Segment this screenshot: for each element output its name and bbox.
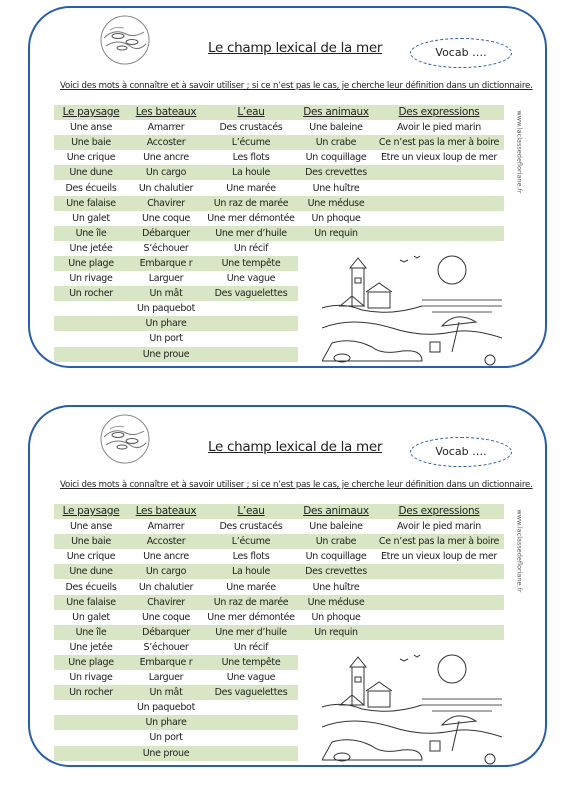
empty-cell xyxy=(54,715,128,730)
word-cell: Un paquebot xyxy=(128,301,204,316)
empty-cell xyxy=(374,610,504,625)
word-cell: Une tempête xyxy=(204,256,298,271)
empty-cell xyxy=(374,595,504,610)
empty-cell xyxy=(204,715,298,730)
word-cell: Une falaise xyxy=(54,196,128,211)
word-cell: Embarque r xyxy=(128,655,204,670)
word-cell: Une plage xyxy=(54,256,128,271)
word-cell: Larguer xyxy=(128,271,204,286)
table-row xyxy=(54,610,504,625)
word-cell: Un coquillage xyxy=(298,150,374,165)
word-cell: Une tempête xyxy=(204,655,298,670)
column-header: Les bateaux xyxy=(128,105,204,120)
word-cell: Un chalutier xyxy=(128,579,204,594)
column-header: Les bateaux xyxy=(128,504,204,519)
empty-cell xyxy=(204,746,298,761)
word-cell: Un cargo xyxy=(128,165,204,180)
word-cell: Un mât xyxy=(128,685,204,700)
empty-cell xyxy=(54,316,128,331)
word-cell: Une île xyxy=(54,226,128,241)
word-cell: Une baie xyxy=(54,534,128,549)
word-cell: Un récif xyxy=(204,241,298,256)
column-header: Des animaux xyxy=(298,105,374,120)
column-header: Des expressions xyxy=(374,504,504,519)
word-cell: Débarquer xyxy=(128,226,204,241)
empty-cell xyxy=(54,730,128,745)
word-cell: Une proue xyxy=(128,746,204,761)
word-cell: Une coque xyxy=(128,610,204,625)
word-cell: Une coque xyxy=(128,211,204,226)
table-header-row xyxy=(54,504,504,519)
word-cell: Ce n’est pas la mer à boire xyxy=(374,135,504,150)
page-title: Le champ lexical de la mer xyxy=(208,439,383,455)
word-cell: Un requin xyxy=(298,226,374,241)
table-row xyxy=(54,625,504,640)
table-row xyxy=(54,196,504,211)
website-credit: www.laclassedefloriane.fr xyxy=(515,110,524,194)
column-header: Des animaux xyxy=(298,504,374,519)
column-header: Le paysage xyxy=(54,504,128,519)
word-cell: Une anse xyxy=(54,519,128,534)
word-cell: Larguer xyxy=(128,670,204,685)
word-cell: Un rocher xyxy=(54,286,128,301)
word-cell: Un phoque xyxy=(298,610,374,625)
vocab-badge: Vocab …. xyxy=(410,437,512,467)
word-cell: Avoir le pied marin xyxy=(374,519,504,534)
empty-cell xyxy=(54,301,128,316)
word-cell: Embarque r xyxy=(128,256,204,271)
word-cell: Chavirer xyxy=(128,196,204,211)
word-cell: Un mât xyxy=(128,286,204,301)
table-row xyxy=(54,534,504,549)
empty-cell xyxy=(54,331,128,346)
word-cell: Un phare xyxy=(128,316,204,331)
word-cell: Une dune xyxy=(54,564,128,579)
word-cell: Une jetée xyxy=(54,241,128,256)
word-cell: L’écume xyxy=(204,135,298,150)
word-cell: Une jetée xyxy=(54,640,128,655)
word-cell: Une proue xyxy=(128,347,204,362)
table-row xyxy=(54,519,504,534)
intro-text: Voici des mots à connaître et à savoir utiliser ; si ce n’est pas le cas, je cherche leur définition dans un dictionnaire. xyxy=(60,480,533,490)
word-cell: S’échouer xyxy=(128,640,204,655)
word-cell: Une huître xyxy=(298,180,374,195)
empty-cell xyxy=(374,625,504,640)
word-cell: Un coquillage xyxy=(298,549,374,564)
word-cell: Des crustacés xyxy=(204,519,298,534)
word-cell: Les flots xyxy=(204,549,298,564)
word-cell: Une mer d’huile xyxy=(204,625,298,640)
word-cell: Une anse xyxy=(54,120,128,135)
table-row xyxy=(54,135,504,150)
empty-cell xyxy=(204,347,298,362)
empty-cell xyxy=(54,700,128,715)
word-cell: Des vaguelettes xyxy=(204,286,298,301)
word-cell: Accoster xyxy=(128,534,204,549)
column-header: Des expressions xyxy=(374,105,504,120)
word-cell: Un rivage xyxy=(54,271,128,286)
fish-school-logo-icon xyxy=(90,14,160,66)
word-cell: Un phare xyxy=(128,715,204,730)
word-cell: Une baie xyxy=(54,135,128,150)
word-cell: Des crevettes xyxy=(298,165,374,180)
word-cell: Chavirer xyxy=(128,595,204,610)
word-cell: Une vague xyxy=(204,670,298,685)
word-cell: Un galet xyxy=(54,610,128,625)
table-row xyxy=(54,564,504,579)
word-cell: Une marée xyxy=(204,180,298,195)
empty-cell xyxy=(204,700,298,715)
empty-cell xyxy=(204,301,298,316)
column-header: L’eau xyxy=(204,105,298,120)
table-row xyxy=(54,211,504,226)
empty-cell xyxy=(374,579,504,594)
word-cell: Accoster xyxy=(128,135,204,150)
word-cell: S’échouer xyxy=(128,241,204,256)
word-cell: Une mer démontée xyxy=(204,610,298,625)
word-cell: Une mer d’huile xyxy=(204,226,298,241)
empty-cell xyxy=(204,316,298,331)
empty-cell xyxy=(54,746,128,761)
word-cell: Un port xyxy=(128,730,204,745)
word-cell: L’écume xyxy=(204,534,298,549)
word-cell: Une ancre xyxy=(128,549,204,564)
word-cell: Un crabe xyxy=(298,135,374,150)
vocab-card xyxy=(28,6,547,368)
word-cell: Des vaguelettes xyxy=(204,685,298,700)
empty-cell xyxy=(54,347,128,362)
vocab-badge: Vocab …. xyxy=(410,38,512,68)
word-cell: Un paquebot xyxy=(128,700,204,715)
word-cell: Un chalutier xyxy=(128,180,204,195)
empty-cell xyxy=(374,180,504,195)
word-cell: Une ancre xyxy=(128,150,204,165)
word-cell: Une crique xyxy=(54,150,128,165)
table-row xyxy=(54,579,504,594)
word-cell: Un rivage xyxy=(54,670,128,685)
word-cell: La houle xyxy=(204,564,298,579)
word-cell: Un phoque xyxy=(298,211,374,226)
word-cell: Un récif xyxy=(204,640,298,655)
empty-cell xyxy=(374,211,504,226)
word-cell: Une île xyxy=(54,625,128,640)
vocab-card xyxy=(28,405,547,767)
word-cell: Une mer démontée xyxy=(204,211,298,226)
empty-cell xyxy=(374,196,504,211)
word-cell: Etre un vieux loup de mer xyxy=(374,549,504,564)
empty-cell xyxy=(374,564,504,579)
word-cell: Amarrer xyxy=(128,519,204,534)
word-cell: Un port xyxy=(128,331,204,346)
word-cell: Des écueils xyxy=(54,180,128,195)
word-cell: Une crique xyxy=(54,549,128,564)
word-cell: Débarquer xyxy=(128,625,204,640)
word-cell: Ce n’est pas la mer à boire xyxy=(374,534,504,549)
table-row xyxy=(54,180,504,195)
word-cell: Des crevettes xyxy=(298,564,374,579)
word-cell: Un raz de marée xyxy=(204,595,298,610)
seaside-lighthouse-illustration xyxy=(322,647,502,767)
word-cell: Une baleine xyxy=(298,519,374,534)
empty-cell xyxy=(374,226,504,241)
word-cell: Une méduse xyxy=(298,595,374,610)
word-cell: Avoir le pied marin xyxy=(374,120,504,135)
word-cell: Une marée xyxy=(204,579,298,594)
word-cell: Une dune xyxy=(54,165,128,180)
word-cell: Une plage xyxy=(54,655,128,670)
seaside-lighthouse-illustration xyxy=(322,248,502,368)
page-title: Le champ lexical de la mer xyxy=(208,40,383,56)
empty-cell xyxy=(204,331,298,346)
table-row xyxy=(54,120,504,135)
word-cell: Des écueils xyxy=(54,579,128,594)
word-cell: Une baleine xyxy=(298,120,374,135)
fish-school-logo-icon xyxy=(90,413,160,465)
word-cell: Une méduse xyxy=(298,196,374,211)
word-cell: Amarrer xyxy=(128,120,204,135)
word-cell: Un galet xyxy=(54,211,128,226)
table-row xyxy=(54,549,504,564)
empty-cell xyxy=(374,165,504,180)
word-cell: Un crabe xyxy=(298,534,374,549)
website-credit: www.laclassedefloriane.fr xyxy=(515,509,524,593)
table-row xyxy=(54,165,504,180)
word-cell: Un cargo xyxy=(128,564,204,579)
word-cell: Une huître xyxy=(298,579,374,594)
word-cell: Une vague xyxy=(204,271,298,286)
column-header: Le paysage xyxy=(54,105,128,120)
empty-cell xyxy=(204,730,298,745)
word-cell: La houle xyxy=(204,165,298,180)
word-cell: Un rocher xyxy=(54,685,128,700)
word-cell: Etre un vieux loup de mer xyxy=(374,150,504,165)
intro-text: Voici des mots à connaître et à savoir utiliser ; si ce n’est pas le cas, je cherche leur définition dans un dictionnaire. xyxy=(60,81,533,91)
table-row xyxy=(54,226,504,241)
column-header: L’eau xyxy=(204,504,298,519)
word-cell: Un raz de marée xyxy=(204,196,298,211)
word-cell: Des crustacés xyxy=(204,120,298,135)
word-cell: Les flots xyxy=(204,150,298,165)
word-cell: Un requin xyxy=(298,625,374,640)
word-cell: Une falaise xyxy=(54,595,128,610)
table-row xyxy=(54,595,504,610)
table-row xyxy=(54,150,504,165)
table-header-row xyxy=(54,105,504,120)
